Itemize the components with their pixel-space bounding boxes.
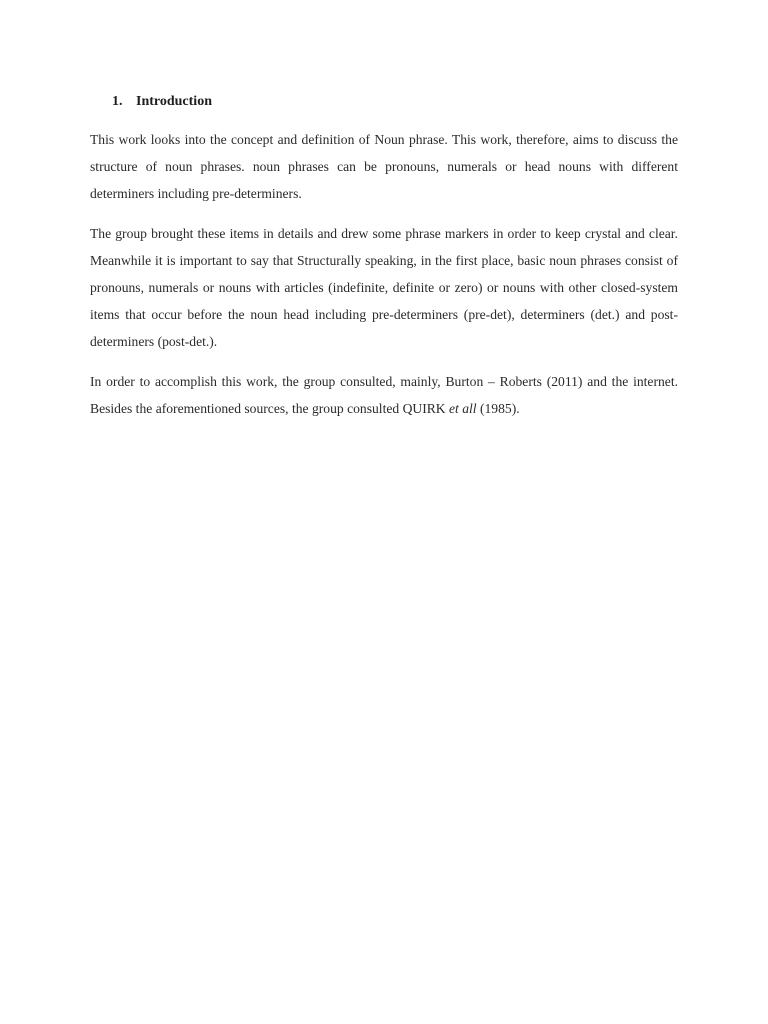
paragraph-3-text-start: In order to accomplish this work, the group consulted, mainly, Burton – Roberts (2011) and the internet. Besides the aforementioned sources, the group consulted QUIRK	[90, 374, 678, 416]
section-number: 1.	[112, 94, 123, 109]
section-heading	[90, 92, 678, 112]
paragraph-3-italic-text: et all	[449, 401, 477, 416]
paragraph-1: This work looks into the concept and definition of Noun phrase. This work, therefore, aims to discuss the structure of noun phrases. noun phrases can be pronouns, numerals or head nouns with different determiners including pre-determiners.	[90, 132, 678, 201]
paragraph-2: The group brought these items in details and drew some phrase markers in order to keep crystal and clear. Meanwhile it is important to say that Structurally speaking, in the first place, basic noun phrases consist of pronouns, numerals or nouns with articles (indefinite, definite or zero) or nouns with other closed-system items that occur before the noun head including pre-determiners (pre-det), determiners (det.) and post-determiners (post-det.).	[90, 226, 678, 349]
document-body	[90, 92, 678, 435]
section-title: Introduction	[136, 94, 212, 109]
paragraph-3	[90, 368, 678, 422]
paragraph-3-text-end: (1985).	[476, 401, 520, 416]
